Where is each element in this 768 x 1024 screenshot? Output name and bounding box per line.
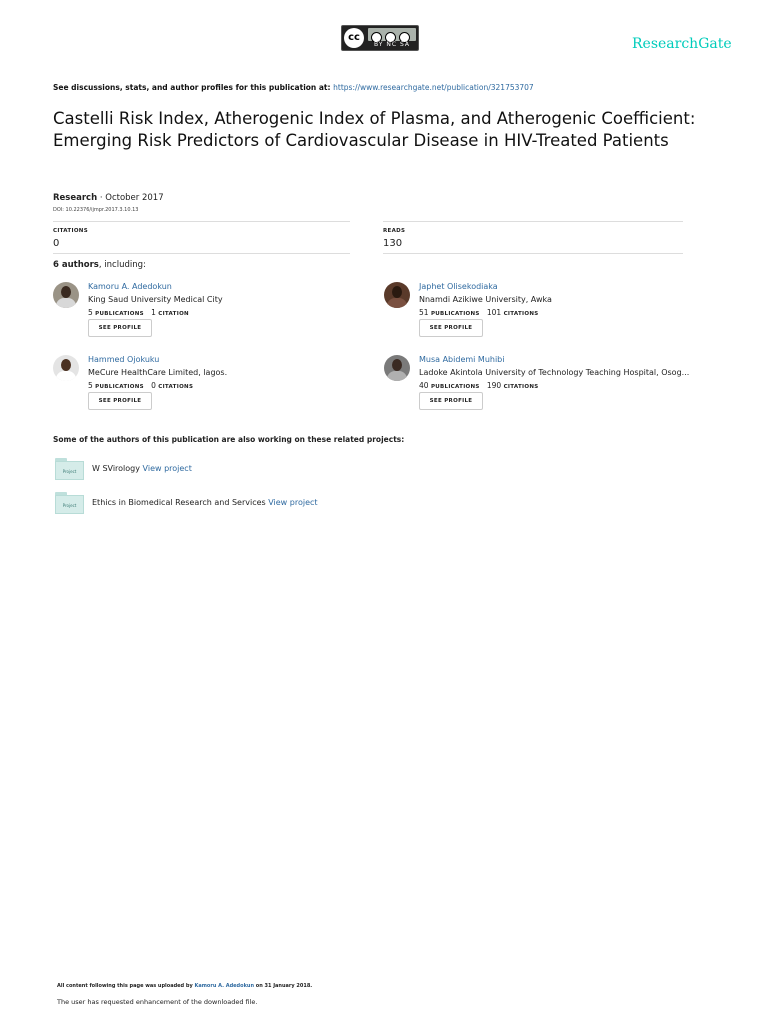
avatar[interactable] [384,355,410,381]
publication-type: Research [53,193,98,203]
author-citations-label: CITATIONS [158,384,194,390]
publications-count: 51 [419,308,429,317]
avatar-body [56,298,76,308]
author-name[interactable]: Kamoru A. Adedokun [88,282,172,291]
authors-count: 6 authors [53,260,99,270]
publications-label: PUBLICATIONS [95,384,144,390]
author-institution: King Saud University Medical City [88,295,223,304]
project-folder-icon: Project [55,458,84,480]
upload-note [57,983,312,989]
author-name[interactable]: Musa Abidemi Muhibi [419,355,505,364]
publications-label: PUBLICATIONS [95,311,144,317]
author-name[interactable]: Hammed Ojokuku [88,355,160,364]
publications-count: 5 [88,308,93,317]
citations-label: CITATIONS [53,228,88,234]
divider [383,221,683,222]
project-name: W SVirology [92,464,140,473]
author-card [53,282,383,344]
avatar[interactable] [53,355,79,381]
cc-license-badge [341,25,419,51]
avatar-head [61,286,71,298]
citations-count: 1 [151,308,156,317]
author-citations-label: CITATIONS [503,311,539,317]
see-profile-button[interactable]: SEE PROFILE [88,392,152,410]
related-projects-heading: Some of the authors of this publication are also working on these related projects: [53,435,405,444]
paper-title: Castelli Risk Index, Atherogenic Index of Plasma, and Atherogenic Coefficient: Emerging Risk Predictors of Cardiovascular Disease in HIV-Treated Patients [53,109,696,150]
see-profile-button[interactable]: SEE PROFILE [419,392,483,410]
avatar[interactable] [384,282,410,308]
publications-count: 40 [419,381,429,390]
upload-suffix: on 31 January 2018. [255,983,313,989]
project-text [92,464,192,473]
cc-icon: cc [344,28,364,48]
divider [383,253,683,254]
divider [53,221,350,222]
publication-type-line [53,193,164,203]
author-stats [88,308,189,317]
citations-value: 0 [53,238,60,249]
project-text [92,498,318,507]
avatar-body [387,371,407,381]
avatar-head [61,359,71,371]
citations-count: 101 [486,308,502,317]
author-stats [419,308,539,317]
related-project [53,458,553,484]
divider [53,253,350,254]
avatar-head [392,359,402,371]
researchgate-logo[interactable]: ResearchGate [632,36,732,52]
publication-link[interactable]: https://www.researchgate.net/publication/321753707 [333,83,534,92]
discussion-line [53,83,534,92]
author-stats [419,381,539,390]
view-project-link[interactable]: View project [268,498,318,507]
author-institution: Nnamdi Azikiwe University, Awka [419,295,552,304]
discussion-text: See discussions, stats, and author profiles for this publication at: [53,83,331,92]
authors-heading [53,260,146,270]
view-project-link[interactable]: View project [142,464,192,473]
author-citations-label: CITATIONS [503,384,539,390]
avatar-body [56,371,76,381]
author-institution: Ladoke Akintola University of Technology Teaching Hospital, Osog... [419,368,690,377]
uploader-link[interactable]: Kamoru A. Adedokun [194,983,255,989]
doi: DOI: 10.22376/ijmpr.2017.3.10.13 [53,207,139,213]
author-stats [88,381,193,390]
publications-count: 5 [88,381,93,390]
project-folder-icon: Project [55,492,84,514]
enhancement-note: The user has requested enhancement of the downloaded file. [57,998,258,1006]
author-card [384,282,714,344]
see-profile-button[interactable]: SEE PROFILE [88,319,152,337]
avatar[interactable] [53,282,79,308]
upload-prefix: All content following this page was uploaded by [57,983,193,989]
publications-label: PUBLICATIONS [430,384,480,390]
see-profile-button[interactable]: SEE PROFILE [419,319,483,337]
publication-date: · October 2017 [97,193,164,203]
license-labels: BY NC SA [374,41,410,48]
license-icons [368,28,416,41]
avatar-body [387,298,407,308]
citations-count: 0 [151,381,156,390]
reads-value: 130 [383,238,403,249]
related-project [53,492,553,518]
project-name: Ethics in Biomedical Research and Services [92,498,266,507]
author-citations-label: CITATION [158,311,189,317]
author-card [53,355,383,417]
author-institution: MeCure HealthCare Limited, lagos. [88,368,228,377]
avatar-head [392,286,402,298]
author-name[interactable]: Japhet Olisekodiaka [419,282,498,291]
reads-label: READS [383,228,406,234]
citations-count: 190 [486,381,502,390]
authors-suffix: , including: [98,260,146,270]
author-card [384,355,714,417]
publications-label: PUBLICATIONS [430,311,480,317]
